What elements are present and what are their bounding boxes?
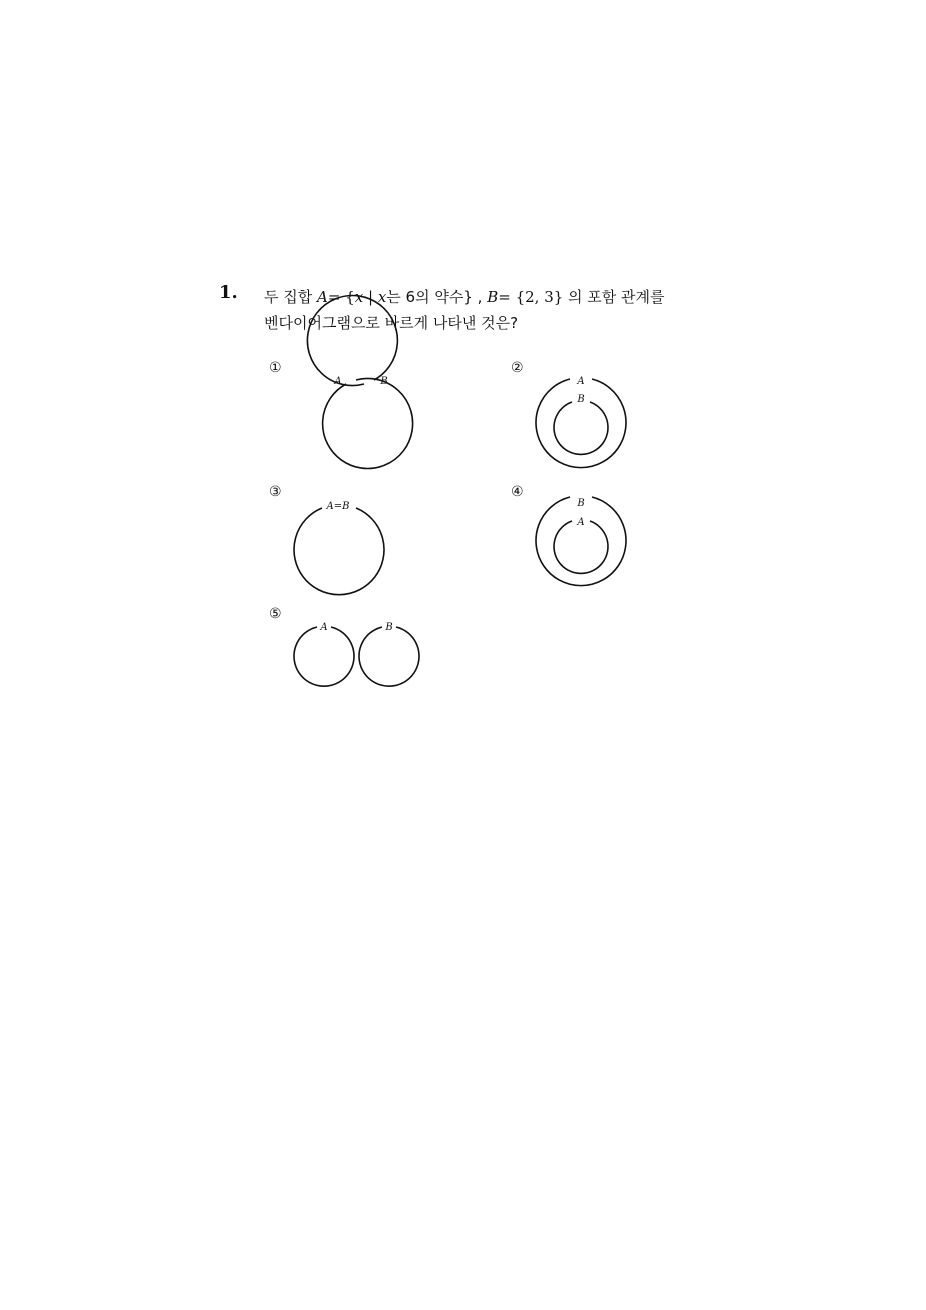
option-1-label-b: B [380,376,388,387]
variable-x: x [377,288,387,306]
variable-x: x [354,288,364,306]
option-1-marker[interactable]: ① [269,360,282,376]
circle-b [554,402,608,454]
text-fragment: 는 6의 약수} [386,288,473,306]
text-fragment: 의 포함 관계를 [563,288,665,306]
set-b-symbol: B [487,288,499,306]
text-fragment: , [472,288,488,306]
option-4-label-a: A [577,517,585,528]
option-2-marker[interactable]: ② [511,360,524,376]
text-fragment: = {2, 3} [498,288,564,306]
text-fragment: 두 집합 [264,288,313,306]
set-a-symbol: A [317,288,328,306]
option-3-marker[interactable]: ③ [269,484,282,500]
question-number: 1. [219,282,238,303]
circle-b [359,627,419,686]
circle-a [323,378,413,468]
option-5-label-a: A [320,622,328,633]
option-4-label-b: B [577,498,585,509]
option-4-diagram[interactable] [536,497,626,586]
circle-ab [294,508,384,595]
option-2-label-a: A [577,376,585,387]
circle-a [554,521,608,573]
circle-b [536,497,626,586]
option-5-label-b: B [385,622,393,633]
option-4-marker[interactable]: ④ [511,484,524,500]
option-5-diagram[interactable] [294,627,419,686]
text-fragment: = { [327,288,355,306]
option-2-diagram[interactable] [536,379,626,468]
circle-a [294,627,354,686]
option-2-label-b: B [577,394,585,405]
option-3-label-ab: A=B [326,501,350,512]
option-1-diagram[interactable] [307,296,412,469]
option-5-marker[interactable]: ⑤ [269,606,282,622]
circle-b [307,296,397,386]
option-1-label-a: A [334,376,342,387]
question-line-2: 벤다이어그램으로 바르게 나타낸 것은? [264,314,519,332]
text-fragment: | [363,288,378,306]
option-3-diagram[interactable] [294,508,384,595]
